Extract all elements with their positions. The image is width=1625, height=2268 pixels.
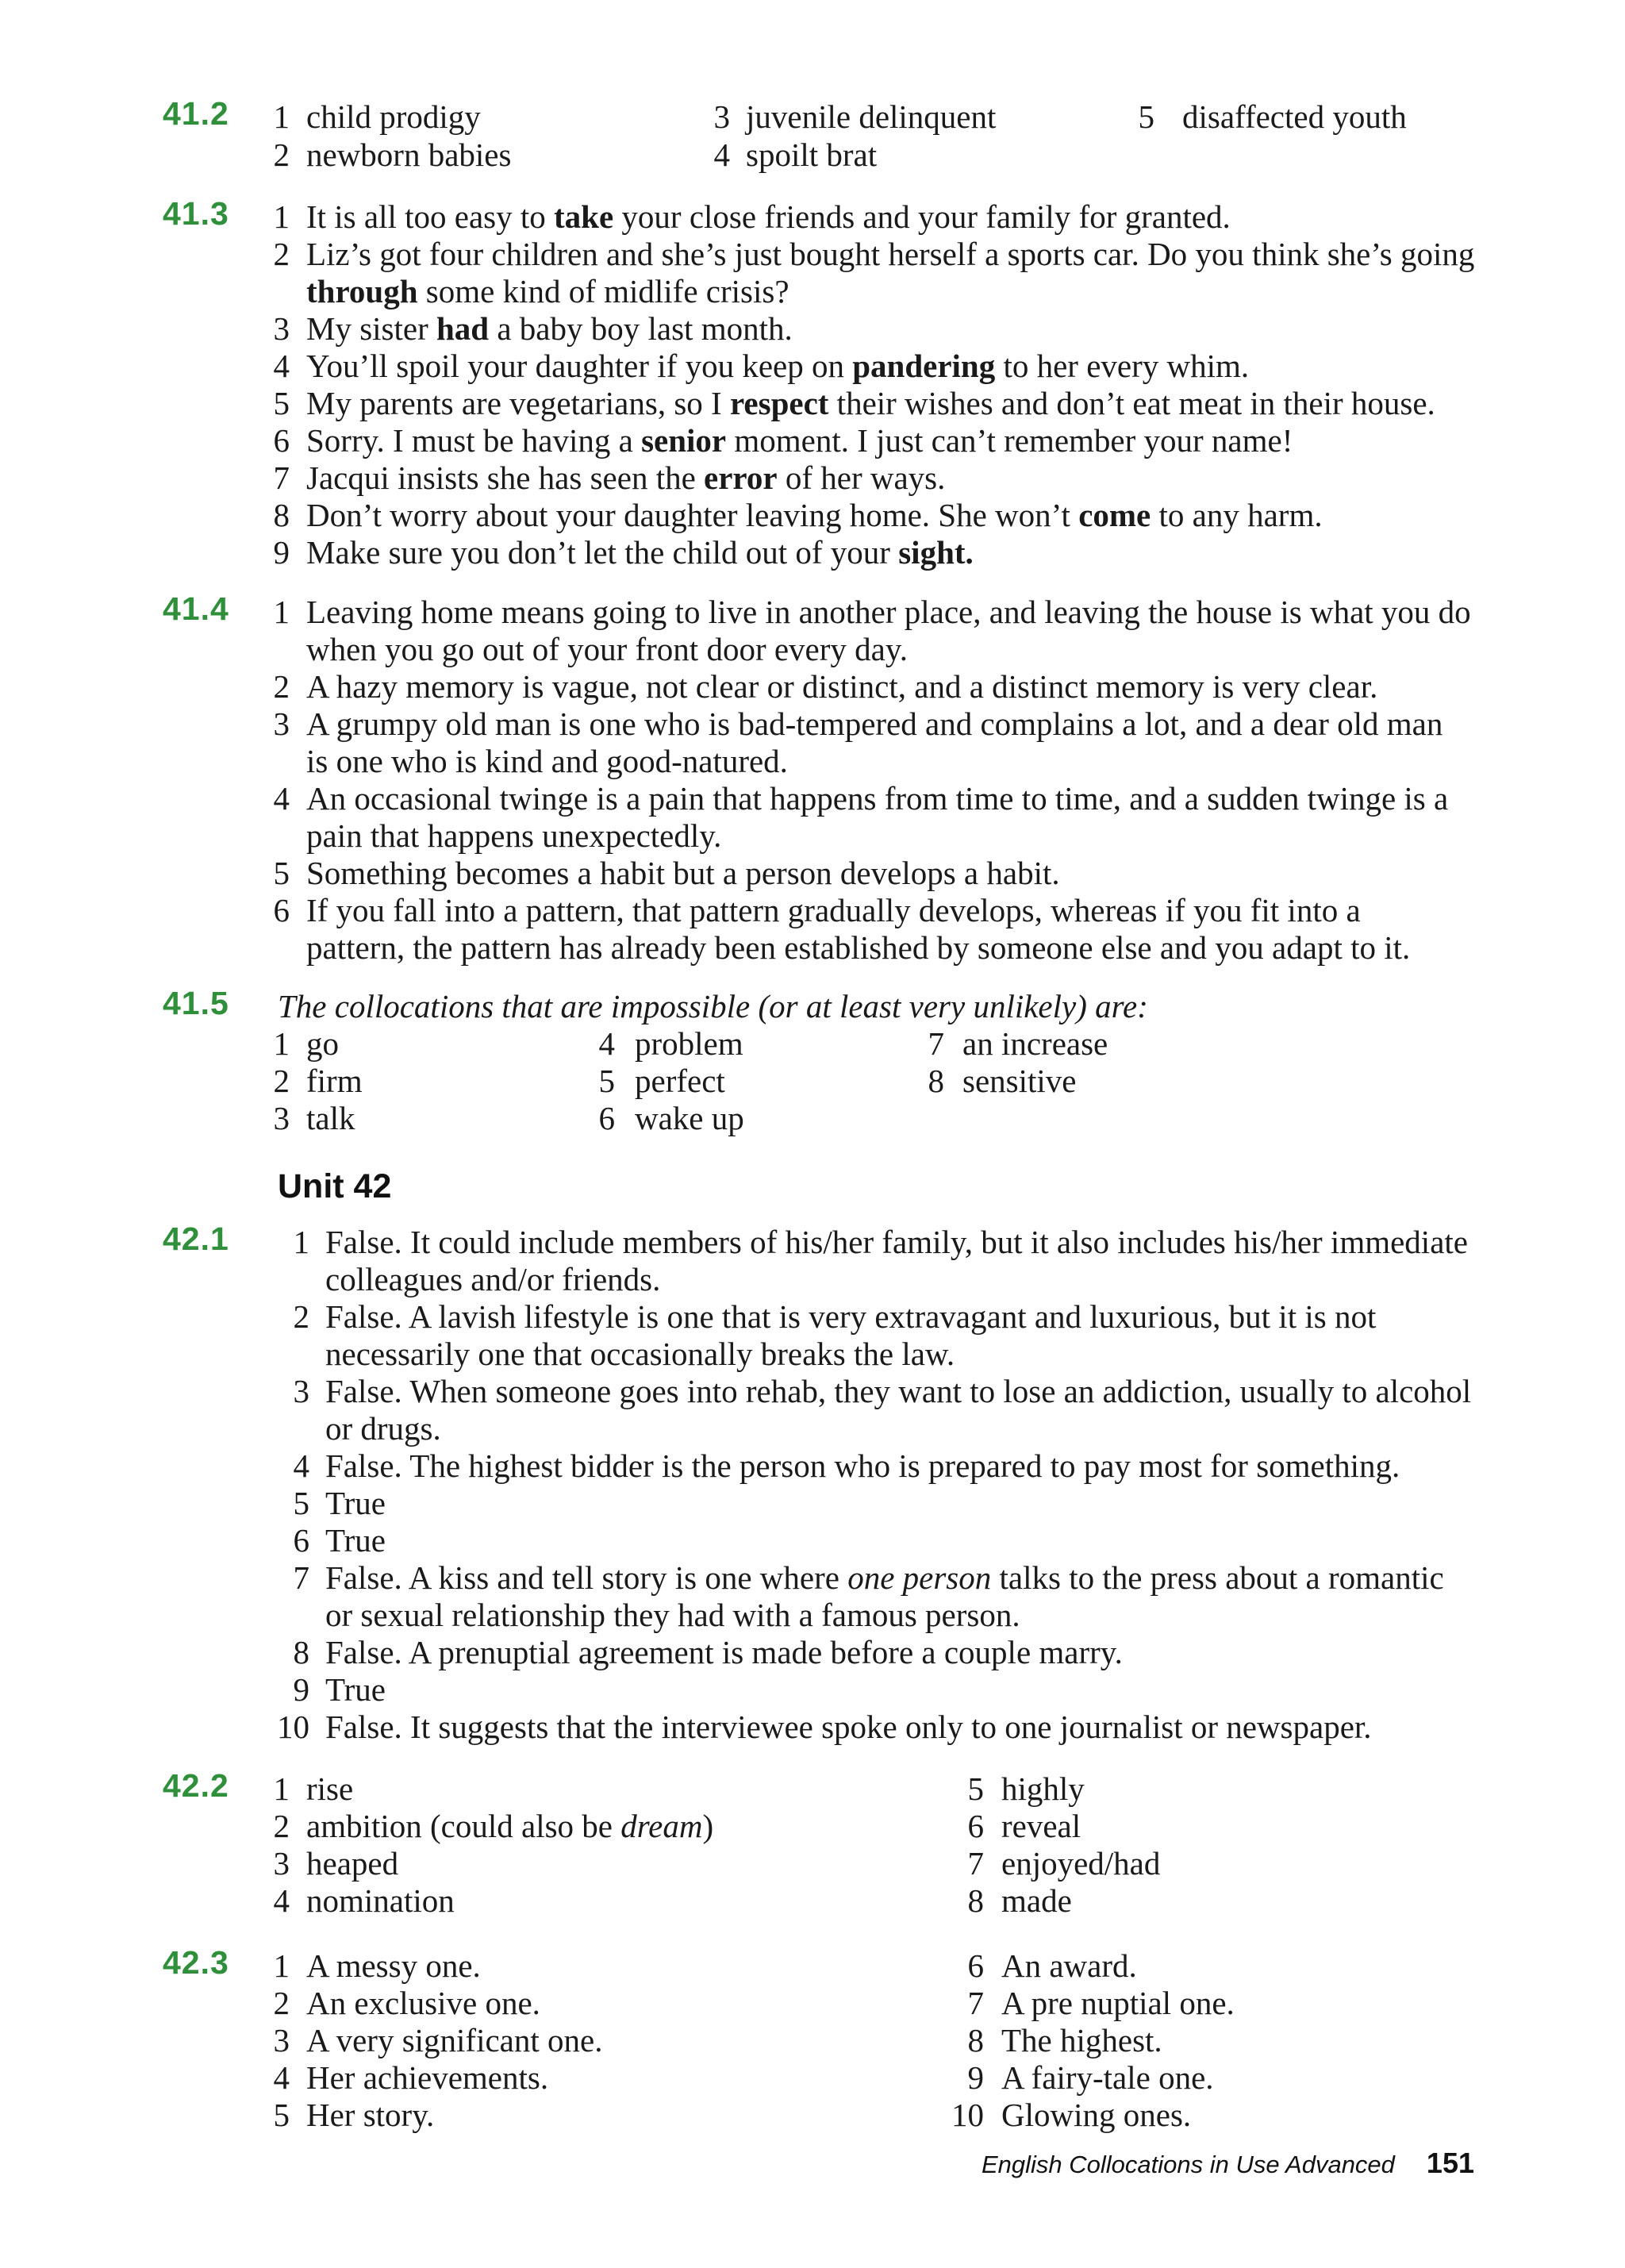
page-footer xyxy=(982,2147,1474,2181)
section-number: 41.4 xyxy=(163,590,229,627)
section-number: 41.3 xyxy=(163,195,229,232)
page-number: 151 xyxy=(1426,2147,1474,2179)
book-title: English Collocations in Use Advanced xyxy=(981,2151,1395,2178)
unit-heading: Unit 42 xyxy=(278,1167,392,1205)
section-number: 42.3 xyxy=(163,1944,229,1981)
answer-key-page: 41.2 1 child prodigy 3 juvenile delinquent 5 disaffected youth 2 newborn babies 4 spoilt brat 41.3 1 It is all too easy to take your close friends and your family for granted. 2 Liz’s got four children and she’s just bought herself a sports car. Do you think she’s going through some kind of midlife crisis? 3 My sister had a baby boy last month. 4 You’ll spoil your daughter if you keep on pandering to her every whim. 5 My parents are vegetarians, so I respect their wishes and don’t eat meat in their house. 6 Sorry. I must be having a senior moment. I just can’t remember your name! 7 Jacqui insists she has seen the error of her ways. 8 Don’t worry about your daughter leaving home. She won’t come to any harm. 9 Make sure you don’t let the child out of your sight. 41.4 1 Leaving home means going to live in another place, and leaving the house is what you do when you go out of your front door every day. 2 A hazy memory is vague, not clear or distinct, and a distinct memory is very clear. 3 A grumpy old man is one who is bad-tempered and complains a lot, and a dear old man is one who is kind and good-natured. 4 An occasional twinge is a pain that happens from time to time, and a sudden twinge is a pain that happens unexpectedly. 5 Something becomes a habit but a person develops a habit. 6 If you fall into a pattern, that pattern gradually develops, whereas if you fit into a pattern, the pattern has already been established by someone else and you adapt to it. 41.5 The collocations that are impossible (or at least very unlikely) are: 1 go 4 problem 7 an increase 2 firm 5 perfect 8 sensitive 3 talk 6 wake up Unit 42 42.1 1 False. It could include members of his/her family, but it also includes his/her immediate colleagues and/or friends. 2 False. A lavish lifestyle is one that is very extravagant and luxurious, but it is not necessarily one that occasionally breaks the law. 3 False. When someone goes into rehab, they want to lose an addiction, usually to alcohol or drugs. 4 False. The highest bidder is the person who is prepared to pay most for something. 5 True 6 True 7 False. A kiss and tell story is one where one person talks to the press about a romantic or sexual relationship they had with a famous person. 8 False. A prenuptial agreement is made before a couple marry. 9 True 10 False. It suggests that the interviewee spoke only to one journalist or newspaper. 42.2 1 rise 5 highly 2 ambition (could also be dream) 6 reveal 3 heaped 7 enjoyed/had 4 nomination 8 made 42.3 1 A messy one. 6 An award. 2 An exclusive one. 7 A pre nuptial one. 3 A very significant one. 8 The highest. 4 Her achievements. 9 A fairy-tale one. 5 Her story. 10 Glowing ones. English Collocations in Use Advanced 151 xyxy=(163,95,1475,2179)
section-number: 41.2 xyxy=(163,95,229,132)
section-number: 41.5 xyxy=(163,985,229,1021)
section-number: 42.1 xyxy=(163,1220,229,1257)
section-number: 42.2 xyxy=(163,1767,229,1804)
